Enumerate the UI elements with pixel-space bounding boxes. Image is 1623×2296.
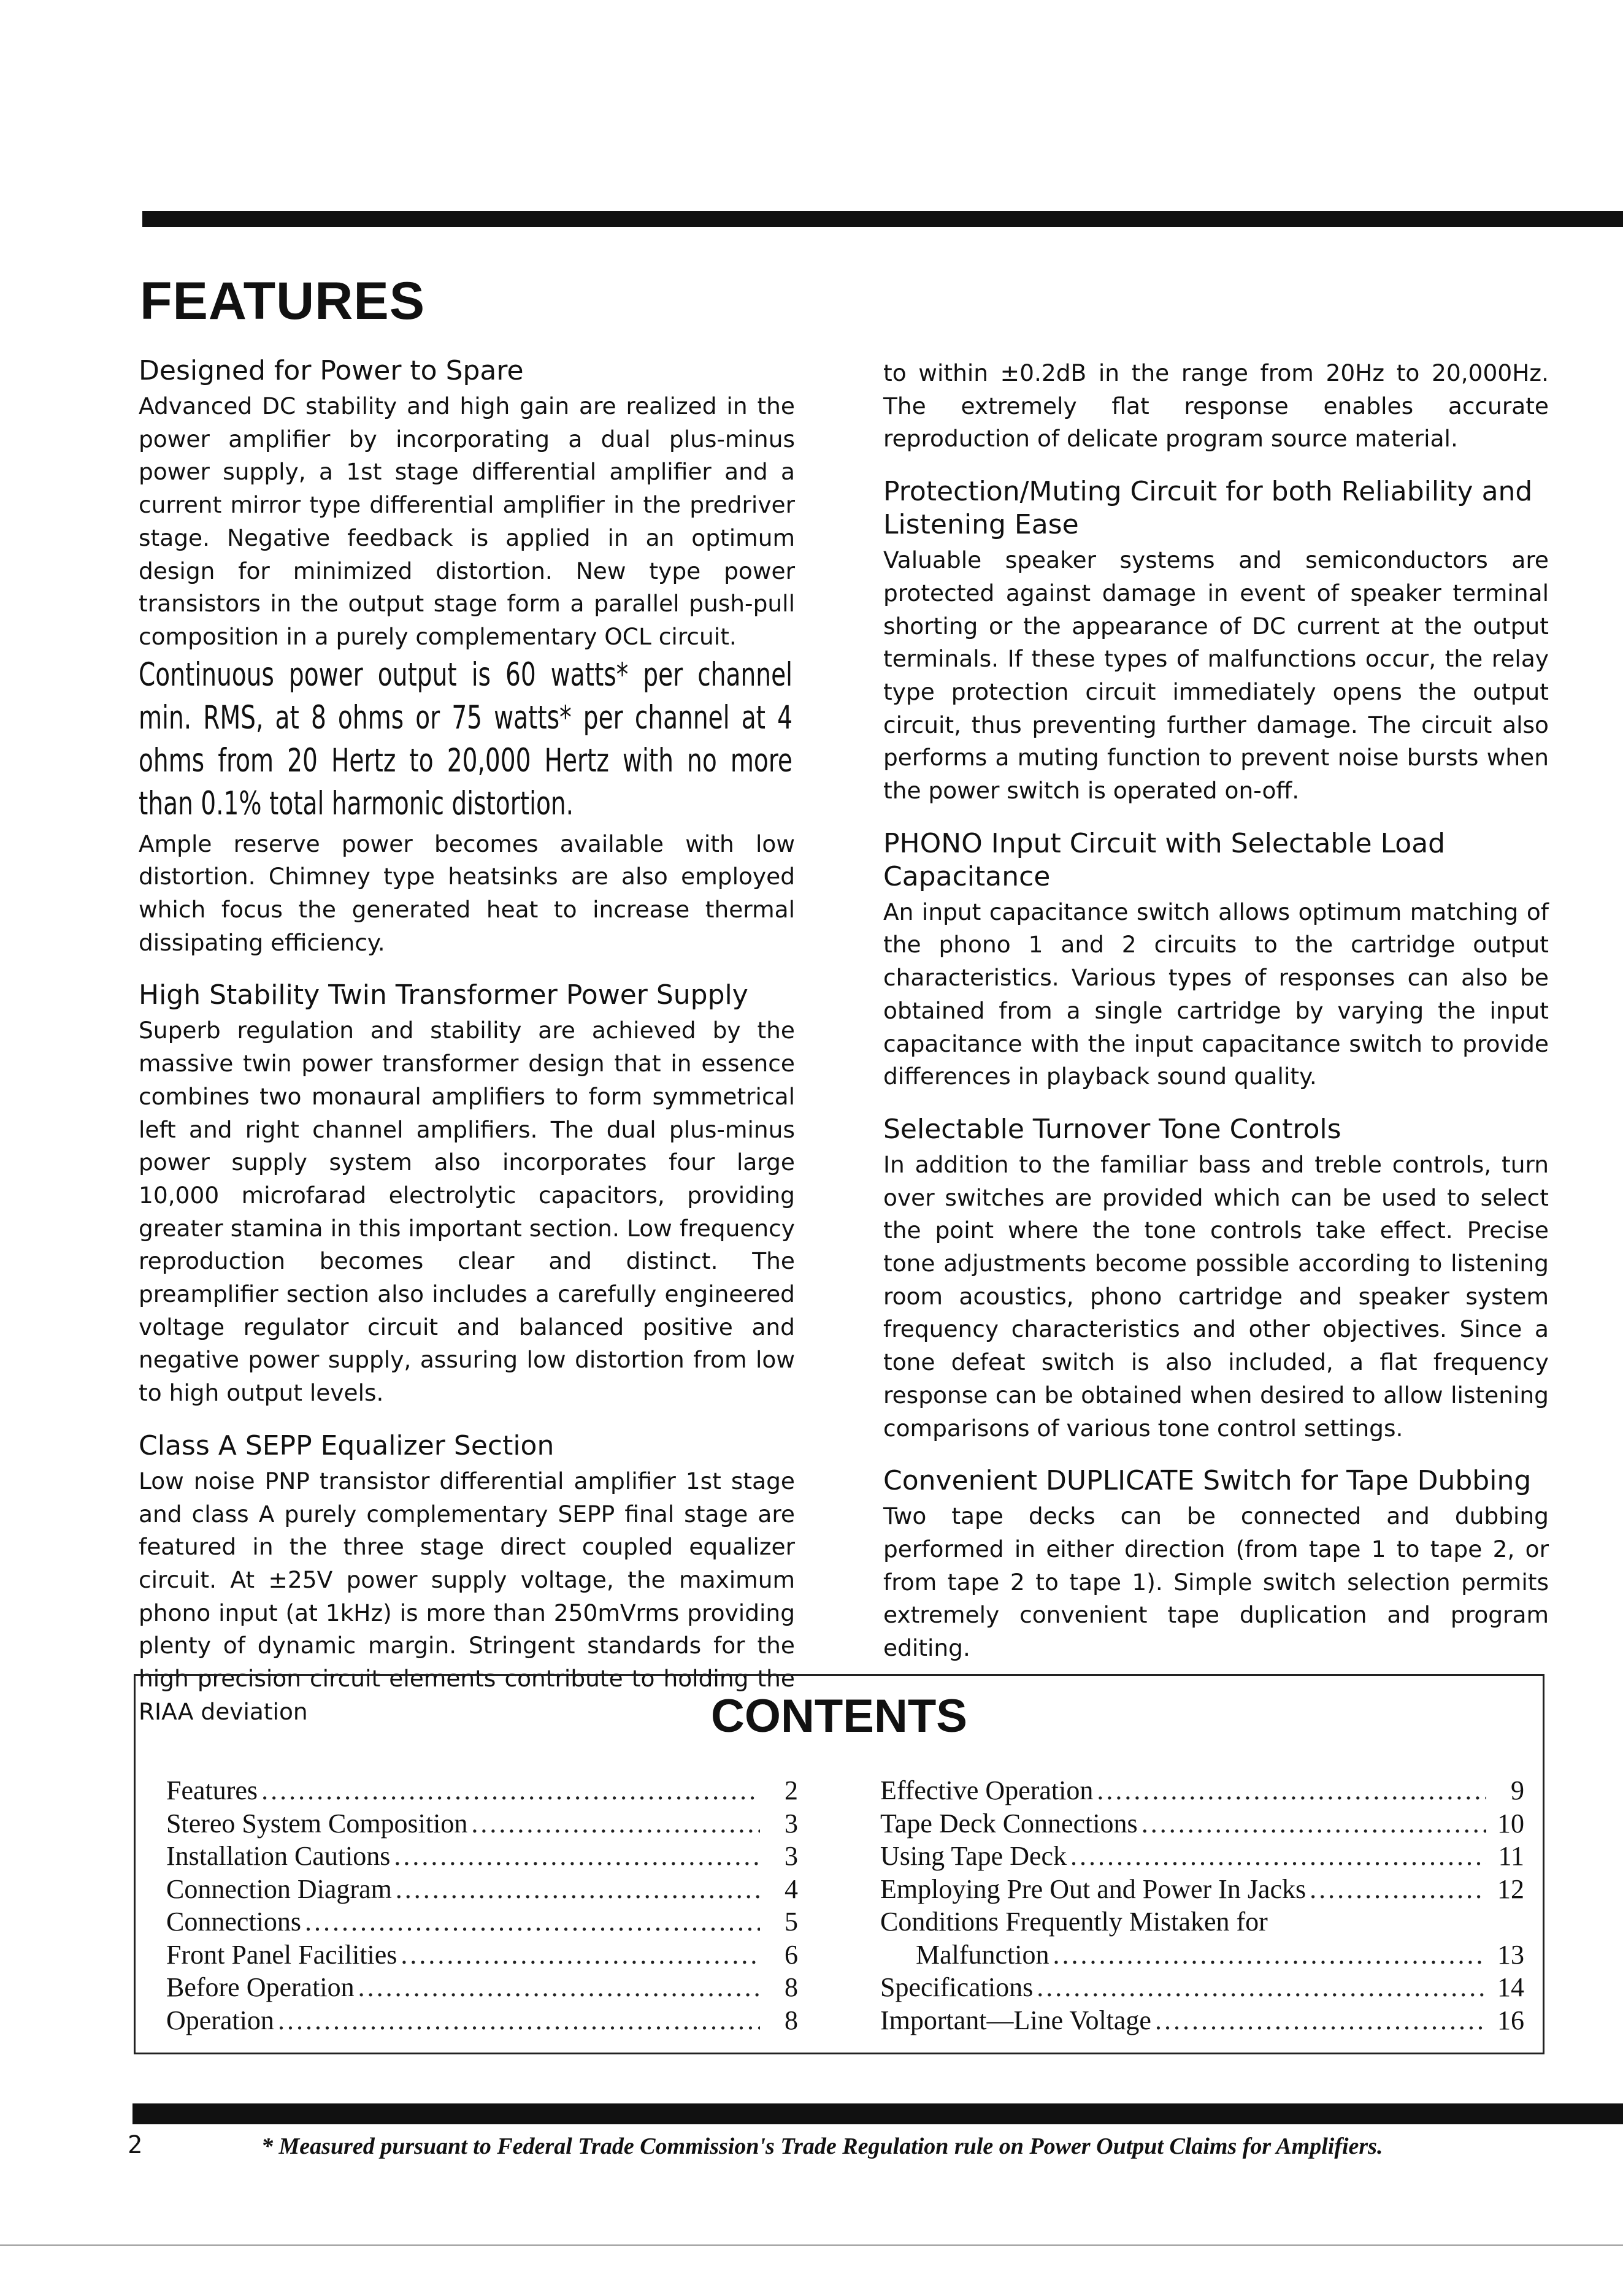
page-number: 2	[128, 2131, 143, 2159]
power-output-statement: Continuous power output is 60 watts* per channel min. RMS, at 8 ohms or 75 watts* per channel at 4 ohms from 20 Hertz to 20,000 Hertz with no more than 0.1% total harmonic distortion.	[139, 656, 792, 822]
toc-leader-dots	[396, 1873, 760, 1906]
toc-leader-dots	[1141, 1807, 1486, 1840]
toc-entry[interactable]	[166, 1807, 798, 1840]
contents-title: CONTENTS	[711, 1690, 967, 1742]
toc-entry-label: Operation	[166, 2005, 274, 2035]
toc-leader-dots	[305, 1905, 760, 1938]
toc-entry-page: 11	[1498, 1841, 1524, 1871]
toc-entry-page: 8	[785, 1972, 798, 2002]
toc-entry-label: Installation Cautions	[166, 1841, 391, 1871]
toc-column-right	[880, 1774, 1524, 2037]
toc-entry-page: 4	[785, 1873, 798, 1904]
section-heading-protection: Protection/Muting Circuit for both Reliability and Listening Ease	[883, 476, 1533, 541]
section-heading-designed: Designed for Power to Spare	[139, 355, 524, 386]
toc-entry-page: 12	[1497, 1873, 1524, 1904]
toc-entry[interactable]	[166, 1905, 798, 1938]
toc-leader-dots	[1037, 1971, 1486, 2004]
toc-entry[interactable]	[166, 2004, 798, 2037]
toc-entry-label: Stereo System Composition	[166, 1808, 468, 1839]
toc-entry-label: Front Panel Facilities	[166, 1939, 397, 1970]
section-body-classa-continued: to within ±0.2dB in the range from 20Hz to 20,000Hz. The extremely flat response enables accurate reproduction of delicate program source material.	[883, 359, 1549, 453]
toc-entry[interactable]	[166, 1938, 798, 1972]
toc-entry-label: Connections	[166, 1907, 301, 1937]
toc-entry[interactable]	[880, 1971, 1524, 2004]
features-column-left	[139, 354, 795, 1748]
section-body-designed: Advanced DC stability and high gain are realized in the power amplifier by incorporating a dual plus-minus power supply, a 1st stage differential amplifier and a current mirror type differential amplifier in the predriver stage. Negative feedback is applied in an optimum design for minimized distortion. New type power transistors in the output stage form a parallel push-pull composition in a purely complementary OCL circuit.	[139, 392, 795, 650]
section-body-twin: Superb regulation and stability are achieved by the massive twin power transformer design that in essence combines two monaural amplifiers to form symmetrical left and right channel amplifiers. The dual plus-minus power supply system also incorporates four large 10,000 microfarad electrolytic capacitors, providing greater stamina in this important section. Low frequency reproduction becomes clear and distinct. The preamplifier section also includes a carefully engineered voltage regulator circuit and balanced positive and negative power supply, assuring low distortion from low to high output levels.	[139, 1017, 795, 1407]
toc-entry-page: 3	[785, 1808, 798, 1839]
section-body-classa: Low noise PNP transistor differential amplifier 1st stage and class A purely complementary SEPP final stage are featured in the three stage direct coupled equalizer circuit. At ±25V power supply voltage, the maximum phono input (at 1kHz) is more than 250mVrms providing plenty of dynamic margin. Stringent standards for the high precision circuit elements contribute to holding the RIAA deviation	[139, 1467, 795, 1725]
section-body-phono: An input capacitance switch allows optimum matching of the phono 1 and 2 circuits to the cartridge output characteristics. Various types of responses can also be obtained from a single cartridge by varying the input capacitance with the input capacitance switch to provide differences in playback sound quality.	[883, 898, 1549, 1090]
toc-entry-page: 3	[785, 1841, 798, 1871]
toc-entry-label: Connection Diagram	[166, 1873, 392, 1904]
toc-leader-dots	[1053, 1938, 1486, 1972]
toc-entry-page: 6	[785, 1939, 798, 1970]
power-output-statement-wrap	[139, 654, 795, 825]
toc-entry-page: 16	[1497, 2005, 1524, 2035]
section-body-protection: Valuable speaker systems and semiconductors are protected against damage in event of speaker terminal shorting or the appearance of DC current at the output terminals. If these types of malfunctions occur, the relay type protection circuit immediately opens the output circuit, thus preventing further damage. The circuit also performs a muting function to prevent noise bursts when the power switch is operated on-off.	[883, 546, 1549, 805]
toc-entry-label: Conditions Frequently Mistaken for	[880, 1907, 1268, 1937]
toc-leader-dots	[278, 2004, 760, 2037]
page-title: FEATURES	[140, 272, 426, 331]
toc-column-left	[166, 1774, 798, 2037]
toc-entry[interactable]	[880, 1807, 1524, 1840]
footnote: * Measured pursuant to Federal Trade Commission's Trade Regulation rule on Power Output Claims for Amplifiers.	[261, 2133, 1383, 2159]
toc-entry[interactable]	[880, 2004, 1524, 2037]
section-heading-phono: PHONO Input Circuit with Selectable Load Capacitance	[883, 827, 1446, 892]
toc-leader-dots	[1097, 1774, 1486, 1807]
toc-entry[interactable]	[166, 1971, 798, 2004]
toc-entry-label: Using Tape Deck	[880, 1841, 1067, 1871]
toc-entry-heading[interactable]	[880, 1905, 1524, 1938]
toc-entry-page: 9	[1511, 1775, 1524, 1805]
section-heading-duplicate: Convenient DUPLICATE Switch for Tape Dubbing	[883, 1465, 1532, 1497]
toc-entry[interactable]	[880, 1873, 1524, 1906]
page-edge-rule	[0, 2244, 1623, 2246]
toc-entry-page: 13	[1497, 1939, 1524, 1970]
top-rule-bar	[142, 211, 1623, 227]
toc-entry-label: Specifications	[880, 1972, 1034, 2002]
toc-entry-page: 14	[1497, 1972, 1524, 2002]
contents-box	[134, 1674, 1544, 2054]
toc-entry[interactable]	[880, 1774, 1524, 1807]
toc-entry-page: 8	[785, 2005, 798, 2035]
toc-leader-dots	[394, 1840, 760, 1873]
section-heading-twin: High Stability Twin Transformer Power Supply	[139, 979, 748, 1011]
toc-entry-label: Important—Line Voltage	[880, 2005, 1151, 2035]
toc-leader-dots	[358, 1971, 760, 2004]
bottom-rule-bar	[132, 2103, 1623, 2124]
features-column-right	[883, 357, 1549, 1685]
section-body-turnover: In addition to the familiar bass and treble controls, turn over switches are provided which can be used to select the point where the tone controls take effect. Precise tone adjustments become possible according to listening room acoustics, phono cartridge and speaker system frequency characteristics and other objectives. Since a tone defeat switch is also included, a flat frequency response can be obtained when desired to allow listening comparisons of various tone control settings.	[883, 1150, 1549, 1442]
toc-entry[interactable]	[166, 1774, 798, 1807]
section-heading-turnover: Selectable Turnover Tone Controls	[883, 1113, 1341, 1145]
toc-leader-dots	[471, 1807, 760, 1840]
toc-leader-dots	[401, 1938, 760, 1972]
section-body-duplicate: Two tape decks can be connected and dubbing performed in either direction (from tape 1 to tape 2, or from tape 2 to tape 1). Simple switch selection permits extremely convenient tape duplication and program editing.	[883, 1502, 1549, 1662]
toc-leader-dots	[261, 1774, 760, 1807]
toc-leader-dots	[1155, 2004, 1486, 2037]
toc-entry[interactable]	[880, 1938, 1524, 1972]
section-heading-classa: Class A SEPP Equalizer Section	[139, 1429, 554, 1461]
toc-entry-page: 10	[1497, 1808, 1524, 1839]
toc-entry-label: Tape Deck Connections	[880, 1808, 1138, 1839]
section-body-designed-2: Ample reserve power becomes available with low distortion. Chimney type heatsinks are also employed which focus the generated heat to increase thermal dissipating efficiency.	[139, 830, 795, 956]
toc-entry[interactable]	[880, 1840, 1524, 1873]
toc-entry[interactable]	[166, 1840, 798, 1873]
toc-leader-dots	[1310, 1873, 1486, 1906]
toc-entry-label: Employing Pre Out and Power In Jacks	[880, 1873, 1306, 1904]
toc-entry-label: Features	[166, 1775, 258, 1805]
toc-entry-label: Malfunction	[916, 1939, 1049, 1970]
toc-leader-dots	[1070, 1840, 1486, 1873]
toc-entry[interactable]	[166, 1873, 798, 1906]
toc-entry-label: Effective Operation	[880, 1775, 1094, 1805]
toc-entry-label: Before Operation	[166, 1972, 355, 2002]
toc-entry-page: 5	[785, 1907, 798, 1937]
toc-entry-page: 2	[785, 1775, 798, 1805]
